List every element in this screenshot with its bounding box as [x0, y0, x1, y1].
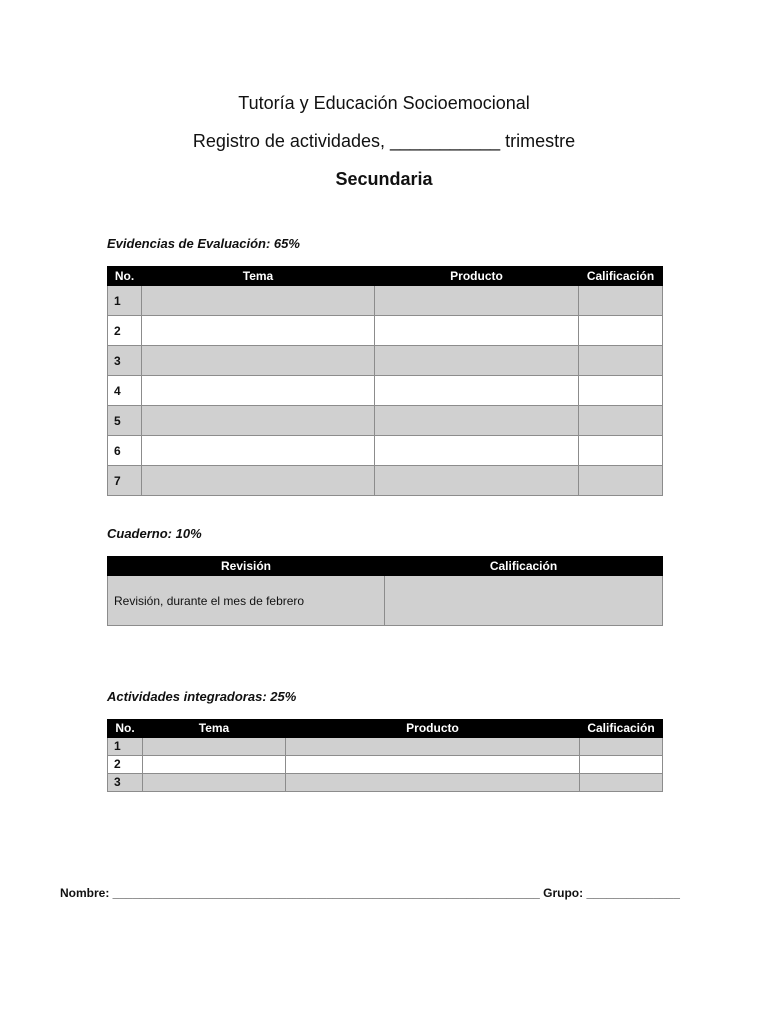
calificacion-cell[interactable] — [580, 738, 663, 756]
evidencias-table — [107, 266, 663, 496]
document-subtitle: Registro de actividades, ___________ trimestre — [192, 131, 576, 151]
table-row — [108, 286, 663, 316]
grupo-field[interactable]: ______________ — [586, 886, 680, 900]
row-number: 3 — [108, 774, 143, 792]
calificacion-cell[interactable] — [385, 576, 663, 626]
evidencias-section-label: Evidencias de Evaluación: 65% — [107, 236, 300, 251]
nombre-label: Nombre: — [60, 886, 113, 900]
tema-cell[interactable] — [142, 376, 375, 406]
col-header-tema: Tema — [142, 267, 375, 286]
row-number: 2 — [108, 756, 143, 774]
producto-cell[interactable] — [375, 376, 579, 406]
table-row — [108, 406, 663, 436]
tema-cell[interactable] — [143, 774, 286, 792]
tema-cell[interactable] — [143, 756, 286, 774]
tema-cell[interactable] — [142, 406, 375, 436]
col-header-calificacion: Calificación — [580, 720, 663, 738]
calificacion-cell[interactable] — [579, 346, 663, 376]
row-number: 1 — [108, 286, 142, 316]
calificacion-cell[interactable] — [580, 756, 663, 774]
cuaderno-header-row — [108, 557, 663, 576]
calificacion-cell[interactable] — [579, 286, 663, 316]
cuaderno-section-label: Cuaderno: 10% — [107, 526, 202, 541]
producto-cell[interactable] — [286, 738, 580, 756]
tema-cell[interactable] — [142, 346, 375, 376]
row-number: 4 — [108, 376, 142, 406]
row-number: 2 — [108, 316, 142, 346]
col-header-calificacion: Calificación — [579, 267, 663, 286]
producto-cell[interactable] — [286, 774, 580, 792]
table-row — [108, 376, 663, 406]
grupo-label: Grupo: — [539, 886, 587, 900]
col-header-revision: Revisión — [108, 557, 385, 576]
calificacion-cell[interactable] — [579, 406, 663, 436]
tema-cell[interactable] — [142, 286, 375, 316]
table-row — [108, 466, 663, 496]
nombre-field[interactable]: ________________________________________________________________ — [112, 886, 540, 900]
col-header-calificacion: Calificación — [385, 557, 663, 576]
actividades-section-label: Actividades integradoras: 25% — [107, 689, 297, 704]
actividades-table — [107, 719, 663, 792]
table-row — [108, 316, 663, 346]
evidencias-header-row — [108, 267, 663, 286]
producto-cell[interactable] — [375, 346, 579, 376]
tema-cell[interactable] — [142, 436, 375, 466]
table-row — [108, 436, 663, 466]
table-row — [108, 576, 663, 626]
tema-cell[interactable] — [143, 738, 286, 756]
producto-cell[interactable] — [375, 466, 579, 496]
col-header-producto: Producto — [286, 720, 580, 738]
col-header-no: No. — [108, 720, 143, 738]
calificacion-cell[interactable] — [579, 466, 663, 496]
producto-cell[interactable] — [286, 756, 580, 774]
col-header-producto: Producto — [375, 267, 579, 286]
producto-cell[interactable] — [375, 436, 579, 466]
row-number: 5 — [108, 406, 142, 436]
row-number: 1 — [108, 738, 143, 756]
calificacion-cell[interactable] — [579, 376, 663, 406]
tema-cell[interactable] — [142, 316, 375, 346]
table-row — [108, 756, 663, 774]
revision-cell: Revisión, durante el mes de febrero — [108, 576, 385, 626]
col-header-tema: Tema — [143, 720, 286, 738]
col-header-no: No. — [108, 267, 142, 286]
document-title: Tutoría y Educación Socioemocional — [238, 93, 530, 113]
calificacion-cell[interactable] — [579, 316, 663, 346]
actividades-header-row — [108, 720, 663, 738]
cuaderno-table — [107, 556, 663, 626]
row-number: 7 — [108, 466, 142, 496]
producto-cell[interactable] — [375, 406, 579, 436]
table-row — [108, 774, 663, 792]
document-level: Secundaria — [335, 169, 433, 189]
calificacion-cell[interactable] — [579, 436, 663, 466]
row-number: 6 — [108, 436, 142, 466]
tema-cell[interactable] — [142, 466, 375, 496]
producto-cell[interactable] — [375, 316, 579, 346]
table-row — [108, 346, 663, 376]
table-row — [108, 738, 663, 756]
footer-line — [60, 886, 720, 900]
calificacion-cell[interactable] — [580, 774, 663, 792]
row-number: 3 — [108, 346, 142, 376]
producto-cell[interactable] — [375, 286, 579, 316]
